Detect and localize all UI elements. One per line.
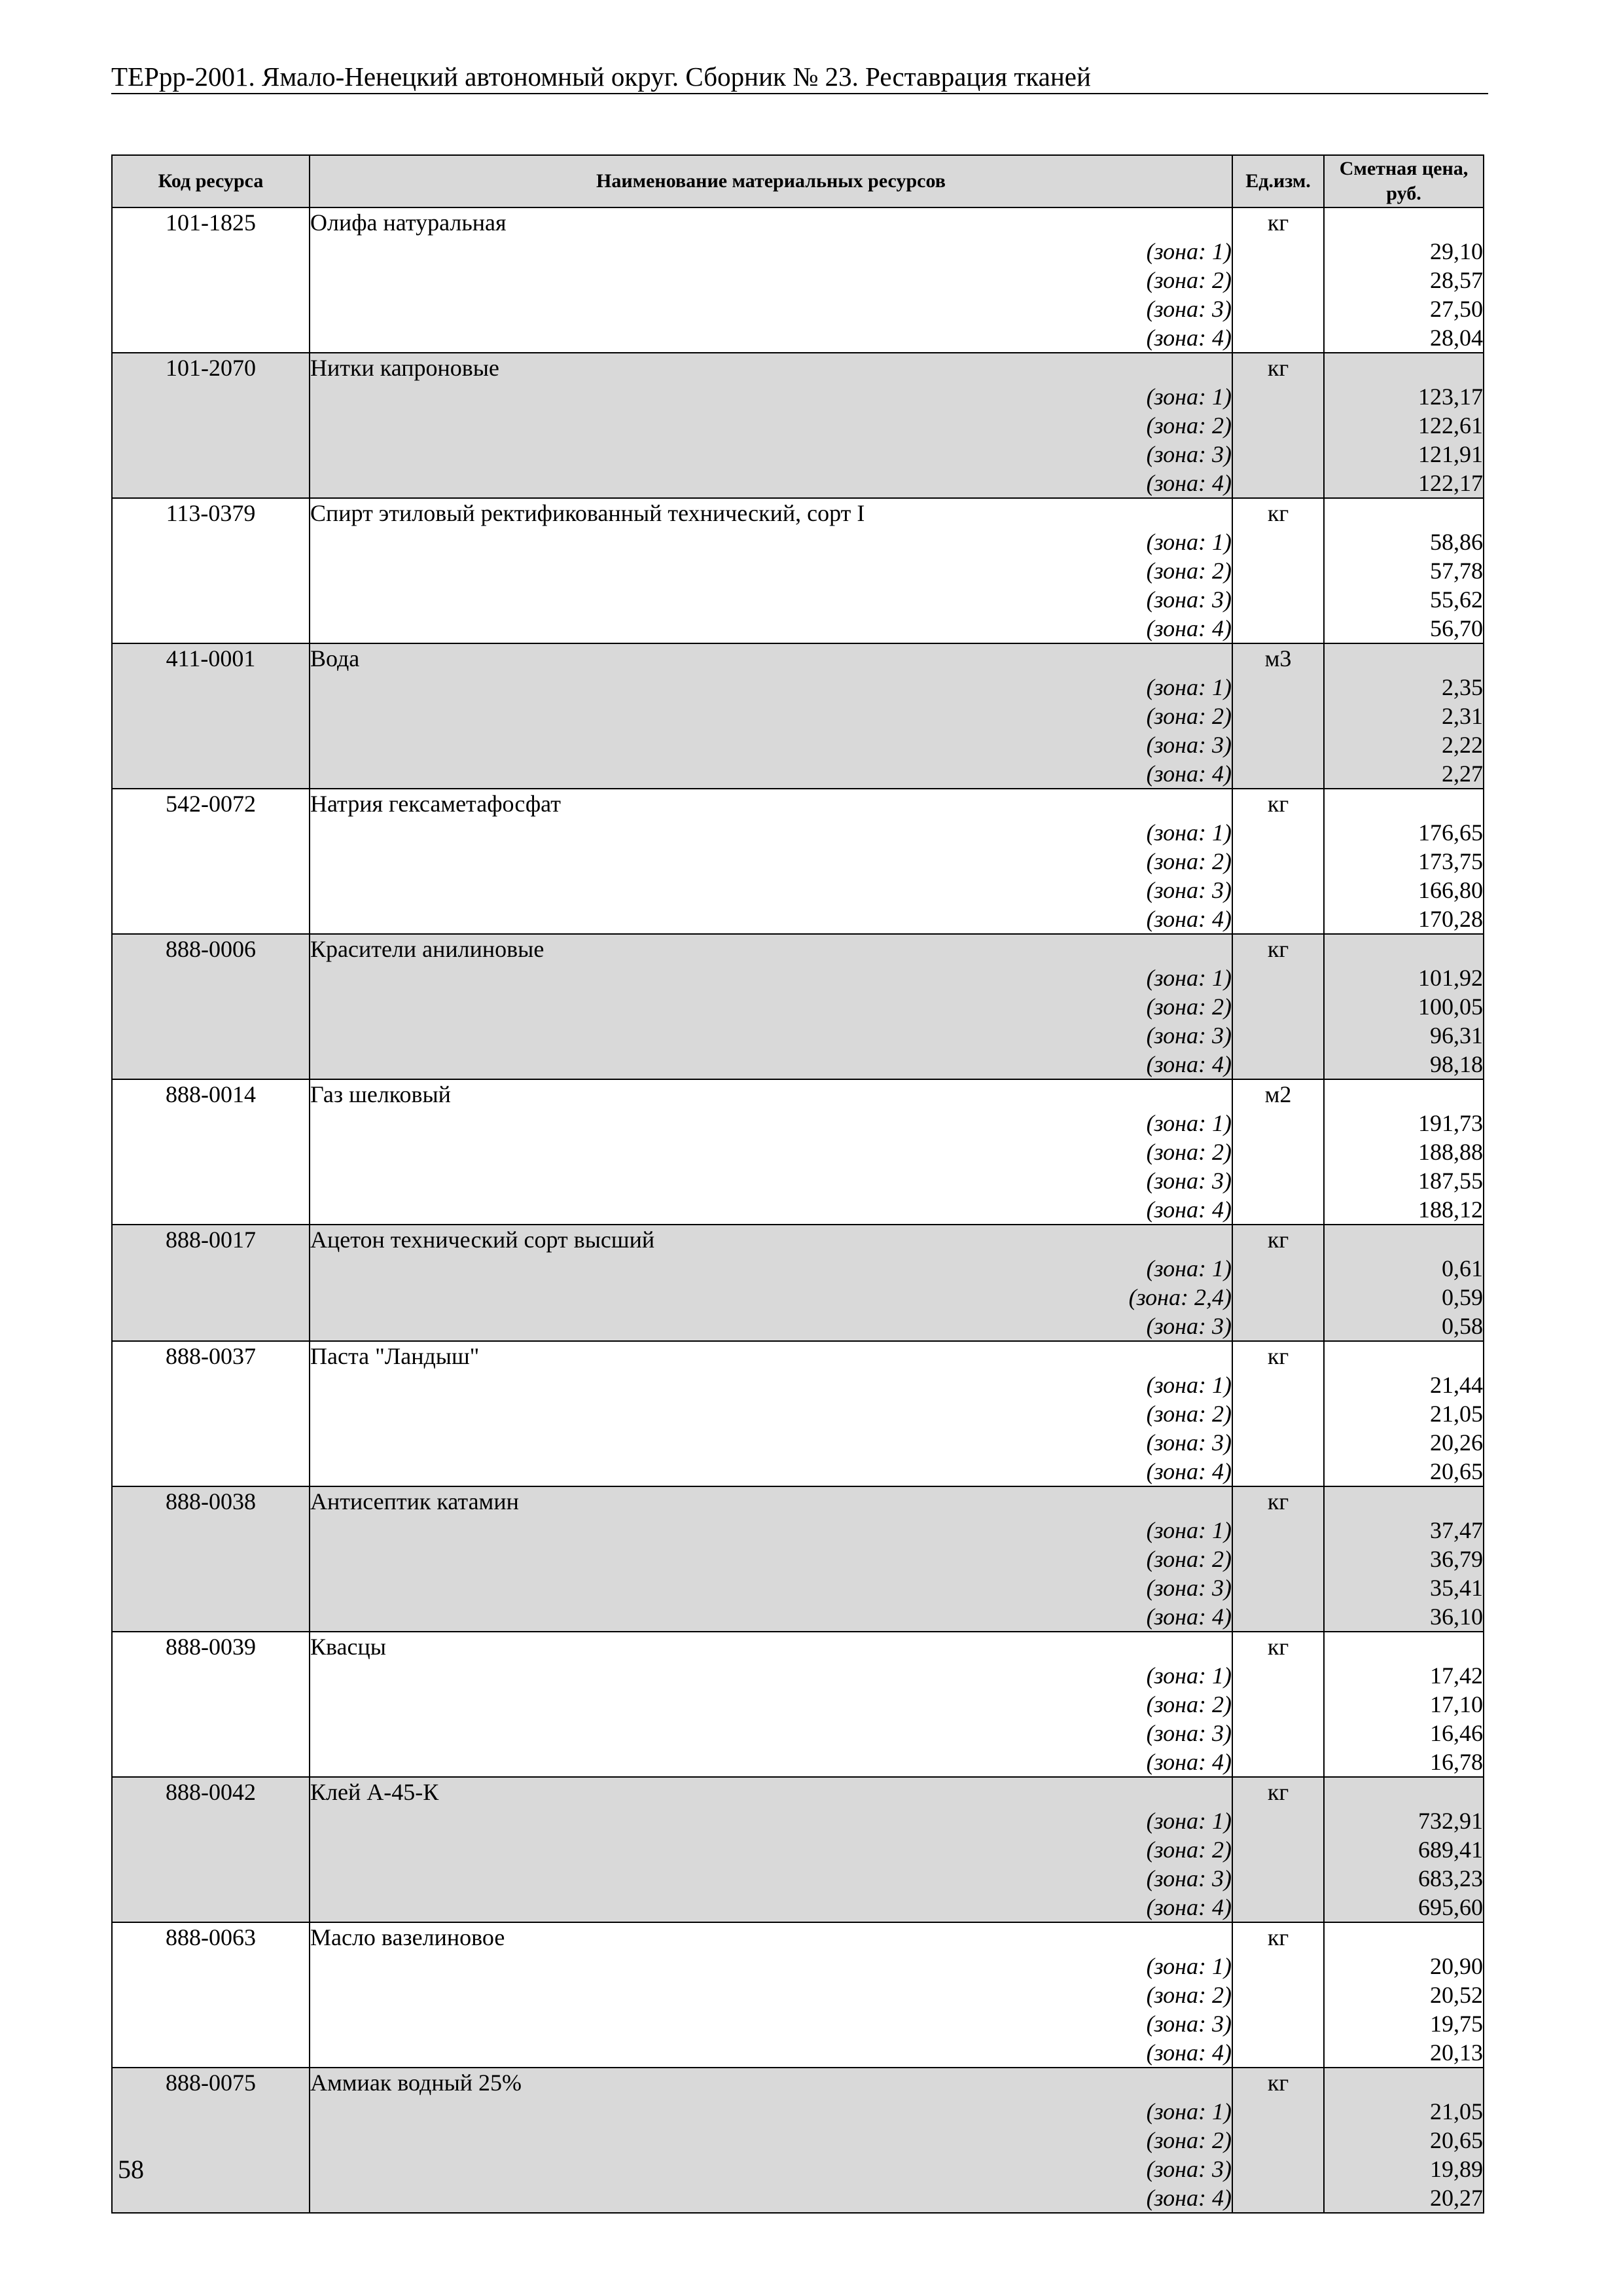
resource-price-cell bbox=[1324, 498, 1484, 643]
zone-label: (зона: 2) bbox=[1146, 1401, 1232, 1427]
resource-unit-cell bbox=[1232, 353, 1324, 498]
price-spacer bbox=[1325, 1225, 1483, 1254]
resource-name: Квасцы bbox=[310, 1634, 386, 1660]
zone-price: 2,22 bbox=[1442, 732, 1483, 758]
header-rule bbox=[111, 93, 1488, 94]
resource-unit: м2 bbox=[1264, 1081, 1292, 1107]
column-header-unit: Ед.изм. bbox=[1232, 155, 1324, 207]
resource-code-text: 411-0001 bbox=[166, 645, 256, 672]
resource-code-text: 888-0039 bbox=[166, 1634, 256, 1660]
resource-code bbox=[112, 1632, 310, 1777]
zone-price: 689,41 bbox=[1418, 1837, 1483, 1863]
zone-label: (зона: 4) bbox=[1146, 615, 1232, 641]
resource-price-cell bbox=[1324, 1079, 1484, 1225]
zone-label: (зона: 4) bbox=[1146, 906, 1232, 932]
resource-name-cell bbox=[310, 1777, 1232, 1922]
zone-price: 96,31 bbox=[1430, 1022, 1483, 1049]
zone-price: 21,05 bbox=[1430, 1401, 1483, 1427]
zone-label: (зона: 2) bbox=[1146, 267, 1232, 293]
resource-name: Ацетон технический сорт высший bbox=[310, 1227, 655, 1253]
resource-unit: кг bbox=[1267, 1343, 1289, 1369]
resource-code bbox=[112, 1225, 310, 1341]
zone-label: (зона: 2,4) bbox=[1128, 1284, 1232, 1310]
zone-label: (зона: 2) bbox=[1146, 1546, 1232, 1572]
zone-label: (зона: 3) bbox=[1146, 586, 1232, 613]
table-row bbox=[112, 789, 1484, 934]
zone-label: (зона: 2) bbox=[1146, 1691, 1232, 1717]
zone-label: (зона: 1) bbox=[1146, 1255, 1232, 1282]
resource-name-cell bbox=[310, 498, 1232, 643]
resource-price-cell bbox=[1324, 1777, 1484, 1922]
resource-unit-cell bbox=[1232, 1486, 1324, 1632]
zone-price: 20,65 bbox=[1430, 1458, 1483, 1484]
resource-unit-cell bbox=[1232, 1922, 1324, 2068]
price-spacer bbox=[1325, 1778, 1483, 1806]
zone-label: (зона: 3) bbox=[1146, 1022, 1232, 1049]
resource-name: Аммиак водный 25% bbox=[310, 2070, 522, 2096]
zone-label: (зона: 4) bbox=[1146, 761, 1232, 787]
zone-price: 122,61 bbox=[1418, 412, 1483, 439]
resource-unit: м3 bbox=[1264, 645, 1292, 672]
zone-label: (зона: 4) bbox=[1146, 1604, 1232, 1630]
table-row bbox=[112, 934, 1484, 1079]
resource-name: Олифа натуральная bbox=[310, 209, 507, 236]
zone-label: (зона: 4) bbox=[1146, 1749, 1232, 1775]
zone-price: 683,23 bbox=[1418, 1865, 1483, 1892]
price-spacer bbox=[1325, 644, 1483, 673]
resource-code bbox=[112, 1079, 310, 1225]
table-row bbox=[112, 1225, 1484, 1341]
resource-name-cell bbox=[310, 1225, 1232, 1341]
zone-label: (зона: 2) bbox=[1146, 848, 1232, 874]
zone-price: 16,46 bbox=[1430, 1720, 1483, 1746]
zone-label: (зона: 2) bbox=[1146, 412, 1232, 439]
resource-code bbox=[112, 2068, 310, 2213]
price-spacer bbox=[1325, 1632, 1483, 1661]
resource-unit: кг bbox=[1267, 791, 1289, 817]
zone-label: (зона: 1) bbox=[1146, 965, 1232, 991]
table-row bbox=[112, 1922, 1484, 2068]
resource-name-cell bbox=[310, 934, 1232, 1079]
zone-price: 188,88 bbox=[1418, 1139, 1483, 1165]
zone-price: 176,65 bbox=[1418, 819, 1483, 846]
zone-price: 16,78 bbox=[1430, 1749, 1483, 1775]
resource-code bbox=[112, 1922, 310, 2068]
resource-price-cell bbox=[1324, 1225, 1484, 1341]
resource-price-cell bbox=[1324, 2068, 1484, 2213]
resource-name-cell bbox=[310, 643, 1232, 789]
zone-price: 28,04 bbox=[1430, 325, 1483, 351]
resource-code-text: 888-0063 bbox=[166, 1924, 256, 1950]
resource-unit-cell bbox=[1232, 2068, 1324, 2213]
resource-unit: кг bbox=[1267, 1634, 1289, 1660]
zone-label: (зона: 1) bbox=[1146, 1953, 1232, 1979]
zone-price: 170,28 bbox=[1418, 906, 1483, 932]
resource-name-cell bbox=[310, 1922, 1232, 2068]
resource-unit-cell bbox=[1232, 498, 1324, 643]
table-row bbox=[112, 1486, 1484, 1632]
resource-code-text: 888-0075 bbox=[166, 2070, 256, 2096]
resource-name-cell bbox=[310, 1632, 1232, 1777]
zone-price: 166,80 bbox=[1418, 877, 1483, 903]
resource-unit: кг bbox=[1267, 2070, 1289, 2096]
resource-unit: кг bbox=[1267, 1488, 1289, 1515]
resource-price-cell bbox=[1324, 207, 1484, 353]
resource-code bbox=[112, 498, 310, 643]
resource-code bbox=[112, 1777, 310, 1922]
zone-price: 187,55 bbox=[1418, 1168, 1483, 1194]
price-spacer bbox=[1325, 1080, 1483, 1109]
resource-code bbox=[112, 789, 310, 934]
zone-price: 101,92 bbox=[1418, 965, 1483, 991]
resource-name: Антисептик катамин bbox=[310, 1488, 519, 1515]
zone-label: (зона: 1) bbox=[1146, 238, 1232, 264]
zone-label: (зона: 2) bbox=[1146, 703, 1232, 729]
zone-price: 20,27 bbox=[1430, 2185, 1483, 2211]
resource-code-text: 888-0006 bbox=[166, 936, 256, 962]
resource-table-container bbox=[111, 154, 1484, 2214]
zone-label: (зона: 4) bbox=[1146, 325, 1232, 351]
zone-price: 20,90 bbox=[1430, 1953, 1483, 1979]
table-row bbox=[112, 2068, 1484, 2213]
page-number: 58 bbox=[118, 2155, 144, 2184]
zone-price: 100,05 bbox=[1418, 994, 1483, 1020]
resource-code bbox=[112, 353, 310, 498]
zone-label: (зона: 4) bbox=[1146, 1051, 1232, 1077]
resource-unit-cell bbox=[1232, 789, 1324, 934]
zone-price: 20,13 bbox=[1430, 2039, 1483, 2066]
zone-price: 173,75 bbox=[1418, 848, 1483, 874]
zone-label: (зона: 4) bbox=[1146, 1458, 1232, 1484]
zone-label: (зона: 1) bbox=[1146, 819, 1232, 846]
zone-label: (зона: 2) bbox=[1146, 1837, 1232, 1863]
zone-label: (зона: 3) bbox=[1146, 1865, 1232, 1892]
resource-code bbox=[112, 1486, 310, 1632]
resource-name-cell bbox=[310, 207, 1232, 353]
resource-name-cell bbox=[310, 1486, 1232, 1632]
zone-label: (зона: 1) bbox=[1146, 1808, 1232, 1834]
zone-label: (зона: 2) bbox=[1146, 1139, 1232, 1165]
resource-code bbox=[112, 207, 310, 353]
zone-price: 121,91 bbox=[1418, 441, 1483, 467]
resource-price-cell bbox=[1324, 643, 1484, 789]
resource-price-cell bbox=[1324, 1341, 1484, 1486]
table-body bbox=[112, 207, 1484, 2213]
resource-price-table bbox=[111, 154, 1484, 2214]
zone-price: 57,78 bbox=[1430, 558, 1483, 584]
column-header-name: Наименование материальных ресурсов bbox=[310, 155, 1232, 207]
resource-unit: кг bbox=[1267, 355, 1289, 381]
resource-name: Паста "Ландыш" bbox=[310, 1343, 480, 1369]
price-spacer bbox=[1325, 353, 1483, 382]
zone-price: 695,60 bbox=[1418, 1894, 1483, 1920]
zone-label: (зона: 1) bbox=[1146, 1517, 1232, 1543]
zone-label: (зона: 3) bbox=[1146, 1720, 1232, 1746]
resource-unit: кг bbox=[1267, 500, 1289, 526]
resource-name: Клей А-45-К bbox=[310, 1779, 439, 1805]
zone-price: 732,91 bbox=[1418, 1808, 1483, 1834]
resource-code-text: 888-0042 bbox=[166, 1779, 256, 1805]
zone-price: 17,10 bbox=[1430, 1691, 1483, 1717]
resource-code-text: 888-0014 bbox=[166, 1081, 256, 1107]
zone-price: 122,17 bbox=[1418, 470, 1483, 496]
resource-unit: кг bbox=[1267, 1227, 1289, 1253]
zone-price: 19,89 bbox=[1430, 2156, 1483, 2182]
zone-label: (зона: 1) bbox=[1146, 529, 1232, 555]
zone-price: 21,05 bbox=[1430, 2098, 1483, 2125]
table-row bbox=[112, 1632, 1484, 1777]
resource-unit-cell bbox=[1232, 1632, 1324, 1777]
resource-price-cell bbox=[1324, 934, 1484, 1079]
table-row bbox=[112, 498, 1484, 643]
price-spacer bbox=[1325, 1923, 1483, 1952]
price-spacer bbox=[1325, 2068, 1483, 2097]
zone-label: (зона: 2) bbox=[1146, 1982, 1232, 2008]
resource-unit: кг bbox=[1267, 209, 1289, 236]
zone-label: (зона: 3) bbox=[1146, 2011, 1232, 2037]
resource-name: Нитки капроновые bbox=[310, 355, 499, 381]
resource-price-cell bbox=[1324, 353, 1484, 498]
zone-price: 20,26 bbox=[1430, 1429, 1483, 1456]
zone-price: 29,10 bbox=[1430, 238, 1483, 264]
resource-name-cell bbox=[310, 1079, 1232, 1225]
resource-name: Спирт этиловый ректификованный технический, сорт I bbox=[310, 500, 865, 526]
column-header-price: Сметная цена, руб. bbox=[1324, 155, 1484, 207]
zone-label: (зона: 1) bbox=[1146, 2098, 1232, 2125]
zone-price: 19,75 bbox=[1430, 2011, 1483, 2037]
zone-label: (зона: 3) bbox=[1146, 1575, 1232, 1601]
resource-price-cell bbox=[1324, 1486, 1484, 1632]
resource-unit: кг bbox=[1267, 1779, 1289, 1805]
table-header-row bbox=[112, 155, 1484, 207]
zone-label: (зона: 3) bbox=[1146, 1429, 1232, 1456]
resource-code bbox=[112, 1341, 310, 1486]
resource-code-text: 888-0037 bbox=[166, 1343, 256, 1369]
zone-price: 35,41 bbox=[1430, 1575, 1483, 1601]
resource-unit: кг bbox=[1267, 936, 1289, 962]
resource-unit-cell bbox=[1232, 1777, 1324, 1922]
zone-label: (зона: 1) bbox=[1146, 384, 1232, 410]
zone-label: (зона: 2) bbox=[1146, 2127, 1232, 2153]
zone-price: 2,27 bbox=[1442, 761, 1483, 787]
zone-label: (зона: 1) bbox=[1146, 1110, 1232, 1136]
zone-price: 2,31 bbox=[1442, 703, 1483, 729]
zone-price: 58,86 bbox=[1430, 529, 1483, 555]
table-row bbox=[112, 207, 1484, 353]
resource-unit-cell bbox=[1232, 1225, 1324, 1341]
zone-label: (зона: 3) bbox=[1146, 1313, 1232, 1339]
resource-name: Вода bbox=[310, 645, 360, 672]
zone-label: (зона: 2) bbox=[1146, 994, 1232, 1020]
zone-price: 0,58 bbox=[1442, 1313, 1483, 1339]
zone-price: 36,79 bbox=[1430, 1546, 1483, 1572]
zone-label: (зона: 3) bbox=[1146, 2156, 1232, 2182]
resource-name-cell bbox=[310, 1341, 1232, 1486]
resource-code-text: 101-2070 bbox=[166, 355, 256, 381]
zone-price: 28,57 bbox=[1430, 267, 1483, 293]
zone-price: 188,12 bbox=[1418, 1196, 1483, 1223]
zone-price: 27,50 bbox=[1430, 296, 1483, 322]
zone-price: 2,35 bbox=[1442, 674, 1483, 700]
zone-price: 191,73 bbox=[1418, 1110, 1483, 1136]
price-spacer bbox=[1325, 208, 1483, 237]
resource-name: Красители анилиновые bbox=[310, 936, 544, 962]
table-row bbox=[112, 353, 1484, 498]
zone-price: 55,62 bbox=[1430, 586, 1483, 613]
resource-name: Натрия гексаметафосфат bbox=[310, 791, 561, 817]
resource-code bbox=[112, 643, 310, 789]
resource-price-cell bbox=[1324, 1922, 1484, 2068]
table-row bbox=[112, 1079, 1484, 1225]
zone-price: 17,42 bbox=[1430, 1662, 1483, 1689]
zone-price: 123,17 bbox=[1418, 384, 1483, 410]
zone-label: (зона: 1) bbox=[1146, 1662, 1232, 1689]
zone-label: (зона: 4) bbox=[1146, 1894, 1232, 1920]
zone-price: 36,10 bbox=[1430, 1604, 1483, 1630]
resource-code-text: 113-0379 bbox=[166, 500, 256, 526]
price-spacer bbox=[1325, 1487, 1483, 1516]
resource-unit-cell bbox=[1232, 934, 1324, 1079]
resource-unit-cell bbox=[1232, 207, 1324, 353]
zone-label: (зона: 3) bbox=[1146, 877, 1232, 903]
resource-code-text: 101-1825 bbox=[166, 209, 256, 236]
zone-label: (зона: 3) bbox=[1146, 732, 1232, 758]
zone-price: 20,52 bbox=[1430, 1982, 1483, 2008]
zone-price: 0,61 bbox=[1442, 1255, 1483, 1282]
table-row bbox=[112, 1341, 1484, 1486]
zone-label: (зона: 4) bbox=[1146, 1196, 1232, 1223]
zone-price: 0,59 bbox=[1442, 1284, 1483, 1310]
zone-label: (зона: 2) bbox=[1146, 558, 1232, 584]
resource-unit: кг bbox=[1267, 1924, 1289, 1950]
resource-code-text: 542-0072 bbox=[166, 791, 256, 817]
resource-unit-cell bbox=[1232, 1079, 1324, 1225]
zone-label: (зона: 4) bbox=[1146, 2185, 1232, 2211]
zone-label: (зона: 1) bbox=[1146, 674, 1232, 700]
price-spacer bbox=[1325, 789, 1483, 818]
zone-label: (зона: 3) bbox=[1146, 1168, 1232, 1194]
zone-label: (зона: 4) bbox=[1146, 2039, 1232, 2066]
resource-unit-cell bbox=[1232, 1341, 1324, 1486]
zone-price: 98,18 bbox=[1430, 1051, 1483, 1077]
resource-name-cell bbox=[310, 353, 1232, 498]
price-spacer bbox=[1325, 499, 1483, 528]
page-header-title: ТЕРрр-2001. Ямало-Ненецкий автономный округ. Сборник № 23. Реставрация тканей bbox=[111, 62, 1091, 92]
zone-price: 56,70 bbox=[1430, 615, 1483, 641]
resource-name: Масло вазелиновое bbox=[310, 1924, 505, 1950]
table-row bbox=[112, 643, 1484, 789]
zone-price: 21,44 bbox=[1430, 1372, 1483, 1398]
zone-price: 20,65 bbox=[1430, 2127, 1483, 2153]
zone-label: (зона: 3) bbox=[1146, 441, 1232, 467]
resource-price-cell bbox=[1324, 1632, 1484, 1777]
resource-name: Газ шелковый bbox=[310, 1081, 451, 1107]
price-spacer bbox=[1325, 1342, 1483, 1371]
zone-label: (зона: 1) bbox=[1146, 1372, 1232, 1398]
zone-label: (зона: 4) bbox=[1146, 470, 1232, 496]
price-spacer bbox=[1325, 935, 1483, 963]
resource-price-cell bbox=[1324, 789, 1484, 934]
column-header-code: Код ресурса bbox=[112, 155, 310, 207]
table-row bbox=[112, 1777, 1484, 1922]
resource-code-text: 888-0038 bbox=[166, 1488, 256, 1515]
resource-code bbox=[112, 934, 310, 1079]
resource-name-cell bbox=[310, 789, 1232, 934]
zone-label: (зона: 3) bbox=[1146, 296, 1232, 322]
resource-unit-cell bbox=[1232, 643, 1324, 789]
resource-name-cell bbox=[310, 2068, 1232, 2213]
resource-code-text: 888-0017 bbox=[166, 1227, 256, 1253]
zone-price: 37,47 bbox=[1430, 1517, 1483, 1543]
